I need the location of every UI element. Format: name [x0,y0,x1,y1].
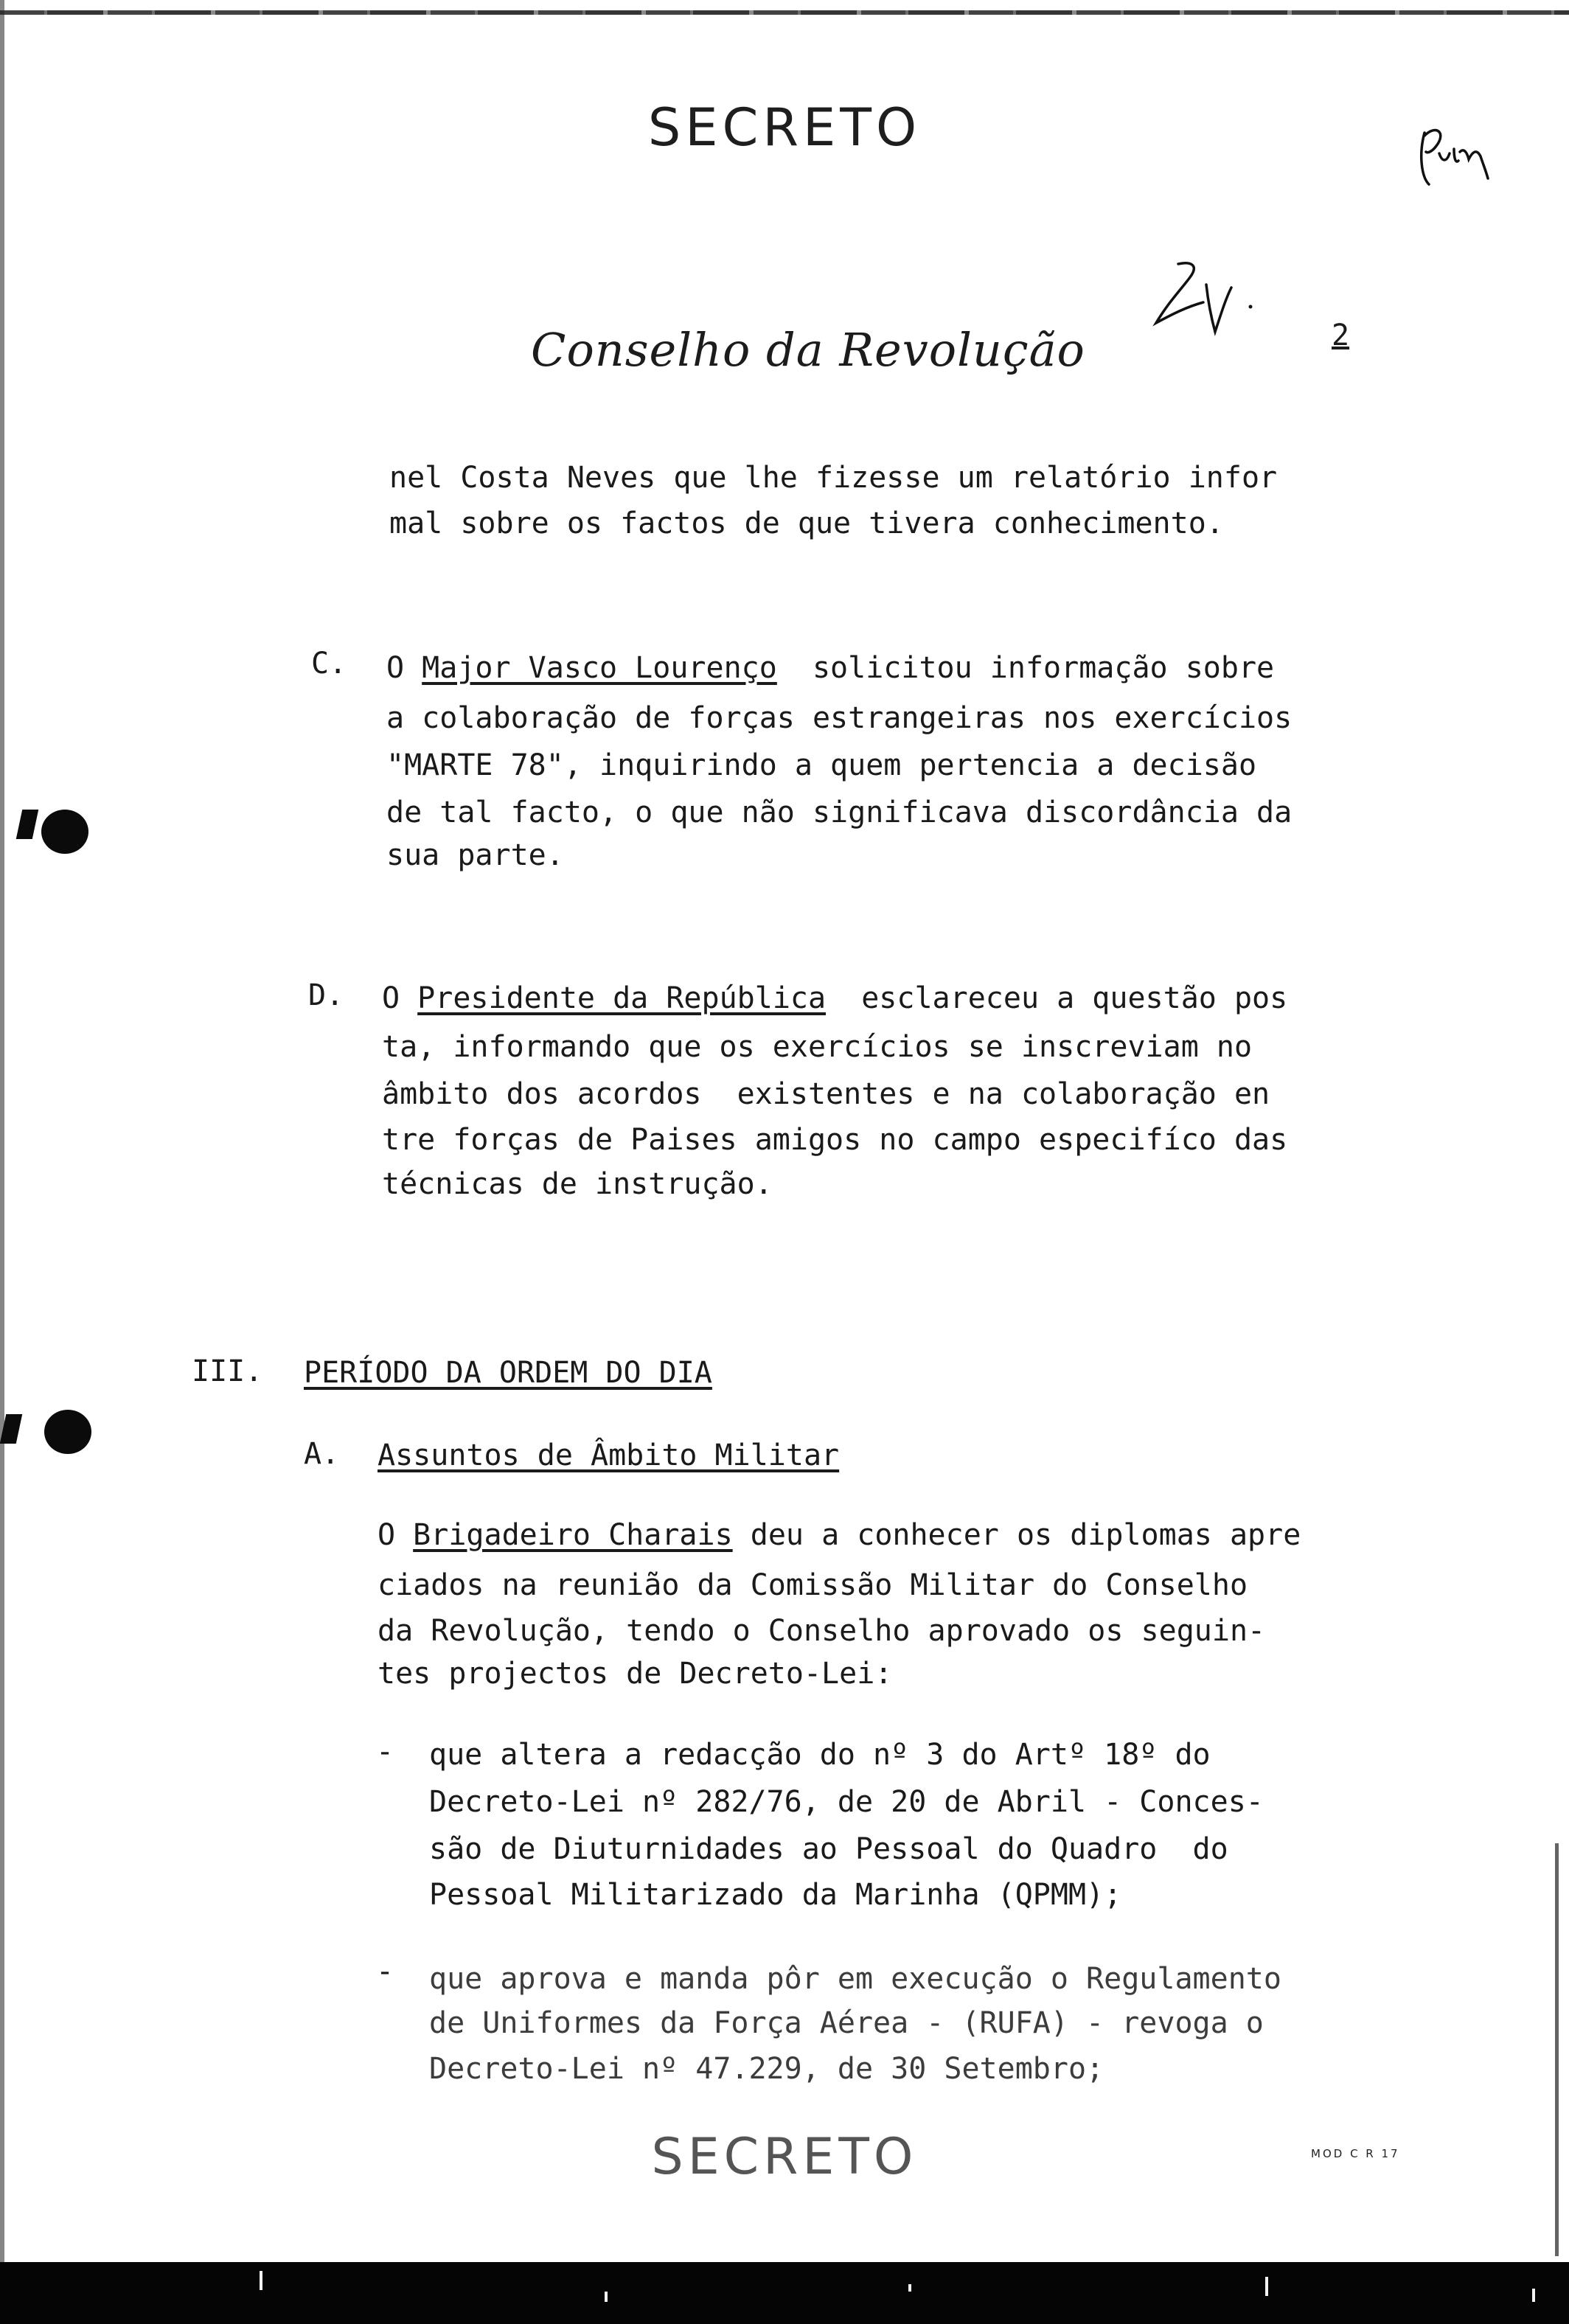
section-heading-iii: PERÍODO DA ORDEM DO DIA [304,1356,712,1390]
form-code: MOD C R 17 [1311,2147,1400,2160]
scan-speck [908,2284,911,2292]
item-c-first-line [386,653,1274,683]
item-c-lead: O [386,651,422,685]
handwritten-number-mark [1121,255,1261,351]
section-a-first-line-rest: deu a conhecer os diplomas apre [732,1518,1301,1552]
item-d-first-line-rest: esclareceu a questão pos [826,981,1288,1015]
scan-edge-bottom [0,2262,1569,2324]
section-a-lead: O [378,1518,414,1552]
scan-speck [260,2271,262,2290]
section-a-speaker: Brigadeiro Charais [413,1518,733,1552]
scan-speck [1265,2277,1268,2296]
item-d-lead: O [382,981,418,1015]
section-marker-a: A. [304,1437,340,1471]
scan-speck [605,2292,608,2302]
punch-hole-lower [44,1410,91,1454]
bullet-text-line: são de Diuturnidades ao Pessoal do Quadro do [429,1832,1228,1866]
body-text-line: "MARTE 78", inquirindo a quem pertencia a decisão [386,748,1257,782]
body-text-line: de tal facto, o que não significava discordância da [386,796,1293,829]
scan-edge-top [0,10,1569,15]
body-text-line: tes projectos de Decreto-Lei: [378,1657,893,1691]
item-d-first-line [382,981,1288,1015]
section-marker-iii: III. [192,1354,263,1388]
body-text-line: sua parte. [386,838,564,872]
bullet-text-line: Decreto-Lei nº 282/76, de 20 de Abril - Conces- [429,1785,1264,1819]
item-c-speaker: Major Vasco Lourenço [422,651,777,685]
body-text-line: ta, informando que os exercícios se inscreviam no [382,1030,1253,1064]
body-text-line: mal sobre os factos de que tivera conhecimento. [389,507,1224,540]
letterhead: Conselho da Revolução [531,323,1085,377]
body-text-line: nel Costa Neves que lhe fizesse um relatório infor [389,461,1278,495]
bullet-dash: - [376,1955,394,1989]
body-text-line: da Revolução, tendo o Conselho aprovado os seguin- [378,1614,1266,1648]
body-text-line: técnicas de instrução. [382,1167,773,1201]
page-number: 2 [1332,319,1350,352]
body-text-line: âmbito dos acordos existentes e na colaboração en [382,1077,1270,1111]
scan-edge-left [0,0,4,2324]
classification-stamp-top: SECRETO [647,97,922,158]
bullet-text-line: Pessoal Militarizado da Marinha (QPMM); [429,1878,1122,1912]
scan-speck [1532,2289,1535,2302]
section-a-first-line [378,1520,1301,1550]
item-d-speaker: Presidente da República [417,981,827,1015]
bullet-text-line: que aprova e manda pôr em execução o Regulamento [429,1962,1281,1996]
body-text-line: tre forças de Paises amigos no campo especifíco das [382,1123,1288,1157]
classification-stamp-bottom: SECRETO [651,2128,918,2186]
punch-hole-upper [41,810,88,854]
item-marker-c: C. [311,647,347,681]
bullet-text-line: Decreto-Lei nº 47.229, de 30 Setembro; [429,2052,1104,2086]
body-text-line: ciados na reunião da Comissão Militar do Conselho [378,1568,1248,1602]
punch-mark [16,810,39,839]
section-heading-a: Assuntos de Âmbito Militar [378,1438,840,1472]
handwritten-initials-mark [1414,111,1495,192]
item-c-first-line-rest: solicitou informação sobre [776,651,1275,685]
bullet-text-line: de Uniformes da Força Aérea - (RUFA) - revoga o [429,2006,1264,2040]
body-text-line: a colaboração de forças estrangeiras nos exercícios [386,701,1293,735]
item-marker-d: D. [308,978,344,1012]
bullet-text-line: que altera a redacção do nº 3 do Artº 18º do [429,1738,1211,1772]
bullet-dash: - [376,1735,394,1769]
scan-edge-right [1555,1843,1559,2256]
